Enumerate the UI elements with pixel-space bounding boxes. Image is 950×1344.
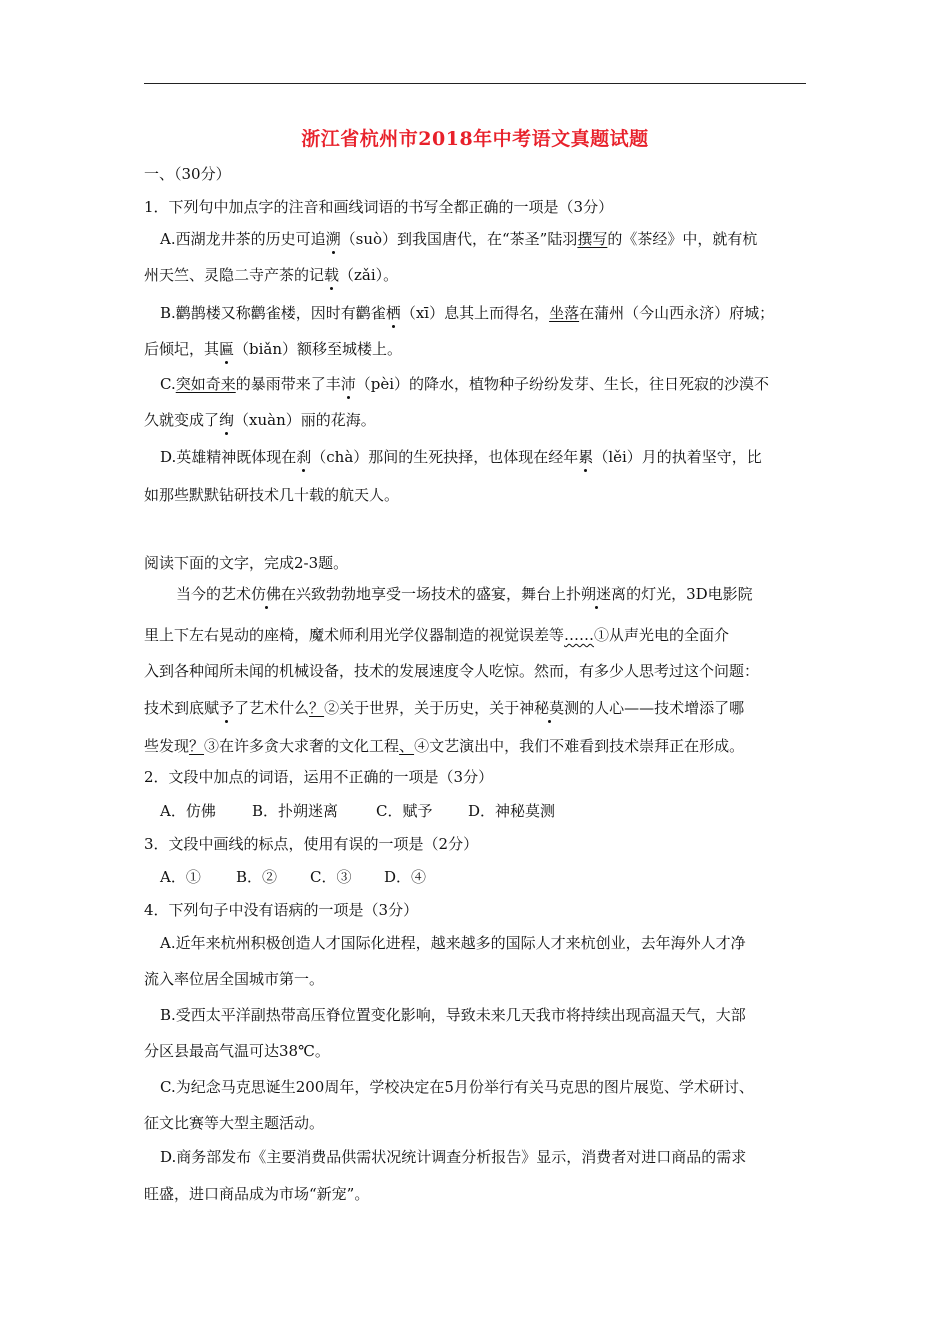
q4-option-c-line2: 征文比赛等大型主题活动。 (144, 1114, 325, 1132)
page-title: 浙江省杭州市2018年中考语文真题试题 (301, 128, 649, 150)
dotted-char: 溯 (325, 230, 341, 248)
wavy-punctuation: …… (564, 626, 595, 644)
q3-option: A．① (160, 868, 201, 886)
passage-line: 当今的艺术仿佛在兴致勃勃地享受一场技术的盛宴，舞台上扑朔迷离的灯光，3D电影院 (176, 585, 753, 603)
q4-option-c-line1: C.为纪念马克思诞生200周年，学校决定在5月份举行有关马克思的图片展览、学术研讨、 (160, 1078, 754, 1096)
passage-line: 里上下左右晃动的座椅，魔术师利用光学仪器制造的视觉误差等……①从声光电的全面介 (144, 626, 730, 644)
dotted-word: 扑朔迷离 (566, 585, 627, 603)
q1-option-a-line1: A.西湖龙井茶的历史可追溯（suò）到我国唐代，在“茶圣”陆羽撰写的《茶经》中，就有杭 (160, 230, 758, 248)
q2-stem: 2．文段中加点的词语，运用不正确的一项是（3分） (144, 768, 494, 786)
passage-line: 技术到底赋予了艺术什么？②关于世界，关于历史，关于神秘莫测的人心——技术增添了哪 (144, 699, 745, 717)
q1-option-b-line1: B.鹳鹊楼又称鹳雀楼，因时有鹳雀栖（xī）息其上而得名，坐落在蒲州（今山西永济）府城； (160, 304, 775, 322)
q3-options (160, 866, 426, 888)
q1-option-d-line2: 如那些默默钻研技术几十载的航天人。 (144, 486, 400, 504)
underlined-word: 撰写 (577, 230, 608, 248)
header-rule (144, 83, 806, 84)
q3-option: C．③ (310, 868, 352, 886)
dotted-char: 载 (324, 266, 340, 284)
q4-option-d-line1: D.商务部发布《主要消费品供需状况统计调查分析报告》显示，消费者对进口商品的需求 (160, 1148, 747, 1166)
dotted-char: 沛 (340, 375, 356, 393)
dotted-word: 神秘莫测 (519, 699, 580, 717)
underlined-word: 突如奇来 (175, 375, 236, 393)
underlined-punctuation: 、 (399, 737, 415, 755)
q1-option-a-line2: 州天竺、灵隐二寺产茶的记载（zǎi）。 (144, 266, 399, 284)
passage-line: 些发现？③在许多贪大求奢的文化工程、④文艺演出中，我们不难看到技术崇拜正在形成。 (144, 737, 745, 755)
q1-option-c-line1: C.突如奇来的暴雨带来了丰沛（pèi）的降水，植物种子纷纷发芽、生长，往日死寂的沙漠不 (160, 375, 770, 393)
q4-option-b-line1: B.受西太平洋副热带高压脊位置变化影响，导致未来几天我市将持续出现高温天气，大部 (160, 1006, 746, 1024)
q3-option: B．② (236, 868, 278, 886)
q2-option: B．扑朔迷离 (252, 802, 339, 820)
q4-option-a-line1: A.近年来杭州积极创造人才国际化进程，越来越多的国际人才来杭创业，去年海外人才净 (160, 934, 746, 952)
underlined-word: 坐落 (549, 304, 580, 322)
q3-stem: 3．文段中画线的标点，使用有误的一项是（2分） (144, 835, 479, 853)
q4-option-a-line2: 流入率位居全国城市第一。 (144, 970, 325, 988)
q1-option-c-line2: 久就变成了绚（xuàn）丽的花海。 (144, 411, 376, 429)
q2-option: D．神秘莫测 (468, 802, 556, 820)
dotted-char: 栖 (385, 304, 401, 322)
q1-option-d-line1: D.英雄精神既体现在刹（chà）那间的生死抉择，也体现在经年累（lěi）月的执着坚守，比 (160, 448, 762, 466)
dotted-char: 绚 (219, 411, 235, 429)
q3-option: D．④ (384, 868, 427, 886)
dotted-word: 仿佛 (251, 585, 282, 603)
dotted-char: 予 (219, 699, 235, 717)
q1-option-b-line2: 后倾圮，其匾（biǎn）额移至城楼上。 (144, 340, 403, 358)
dotted-char: 刹 (296, 448, 312, 466)
q4-option-b-line2: 分区县最高气温可达38℃。 (144, 1042, 330, 1060)
q4-option-d-line2: 旺盛，进口商品成为市场“新宠”。 (144, 1185, 370, 1203)
q2-option: A．仿佛 (160, 802, 216, 820)
underlined-punctuation: ？ (189, 737, 205, 755)
q2-options (160, 800, 555, 822)
dotted-char: 匾 (219, 340, 235, 358)
q4-stem: 4．下列句子中没有语病的一项是（3分） (144, 901, 419, 919)
underlined-punctuation: ？ (309, 699, 325, 717)
reading-intro: 阅读下面的文字，完成2-3题。 (144, 554, 349, 572)
passage-line: 入到各种闻所未闻的机械设备，技术的发展速度令人吃惊。然而，有多少人思考过这个问题： (144, 662, 760, 680)
q1-stem: 1．下列句中加点字的注音和画线词语的书写全都正确的一项是（3分） (144, 198, 614, 216)
q2-option: C．赋予 (376, 802, 433, 820)
dotted-char: 累 (578, 448, 594, 466)
section-heading: 一、（30分） (144, 165, 231, 183)
